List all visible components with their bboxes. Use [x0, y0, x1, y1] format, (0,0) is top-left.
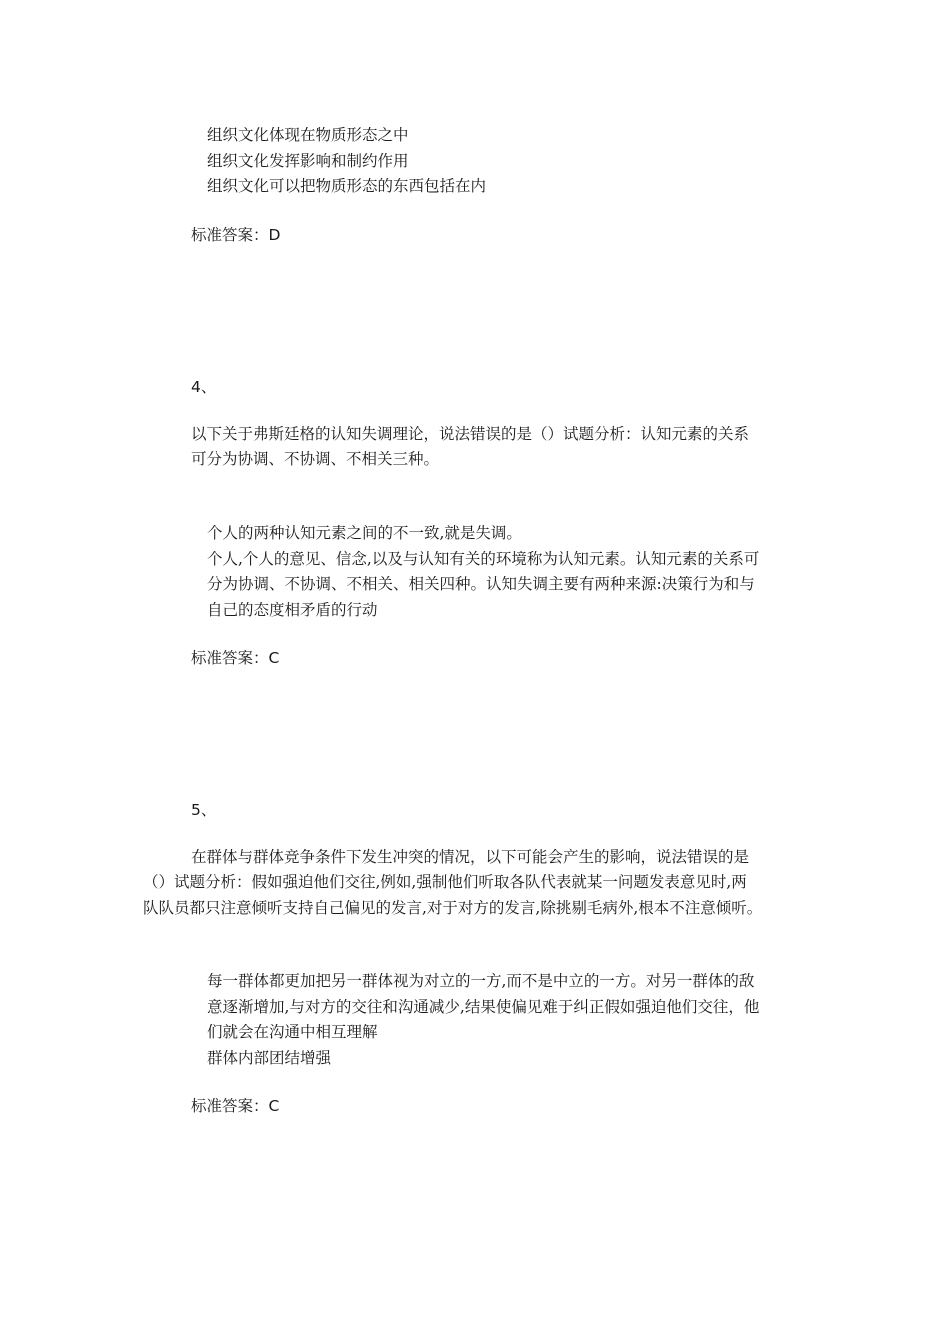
q4-number: 4、 [191, 378, 217, 396]
q4-option-line-1: 个人的两种认知元素之间的不一致,就是失调。 [207, 524, 522, 542]
q5-option-line-3: 们就会在沟通中相互理解 [207, 1023, 378, 1041]
q3-option-3: 组织文化可以把物质形态的东西包括在内 [207, 177, 487, 195]
q5-option-line-4: 群体内部团结增强 [207, 1049, 332, 1067]
q4-option-line-2: 个人,个人的意见、信念,以及与认知有关的环境称为认知元素。认知元素的关系可 [207, 550, 760, 568]
q4-answer: 标准答案：C [191, 649, 280, 667]
q5-option-line-1: 每一群体都更加把另一群体视为对立的一方,而不是中立的一方。对另一群体的敌 [207, 972, 755, 990]
q5-stem-line-2: （）试题分析：假如强迫他们交往,例如,强制他们听取各队代表就某一问题发表意见时,两 [143, 873, 747, 891]
q5-number: 5、 [191, 801, 217, 819]
q4-option-line-3: 分为协调、不协调、不相关、相关四种。认知失调主要有两种来源:决策行为和与 [207, 575, 755, 593]
q4-stem-line-1: 以下关于弗斯廷格的认知失调理论，说法错误的是（）试题分析：认知元素的关系 [191, 425, 750, 443]
q5-answer: 标准答案：C [191, 1097, 280, 1115]
q3-answer: 标准答案：D [191, 226, 281, 244]
q5-stem-line-3: 队队员都只注意倾听支持自己偏见的发言,对于对方的发言,除挑剔毛病外,根本不注意倾听。 [143, 899, 763, 917]
q5-stem-line-1: 在群体与群体竞争条件下发生冲突的情况，以下可能会产生的影响，说法错误的是 [191, 848, 750, 866]
q5-option-line-2: 意逐渐增加,与对方的交往和沟通减少,结果使偏见难于纠正假如强迫他们交往，他 [207, 998, 760, 1016]
q3-option-2: 组织文化发挥影响和制约作用 [207, 152, 409, 170]
q3-option-1: 组织文化体现在物质形态之中 [207, 126, 409, 144]
q4-option-line-4: 自己的态度相矛盾的行动 [207, 601, 378, 619]
q4-stem-line-2: 可分为协调、不协调、不相关三种。 [191, 450, 440, 468]
